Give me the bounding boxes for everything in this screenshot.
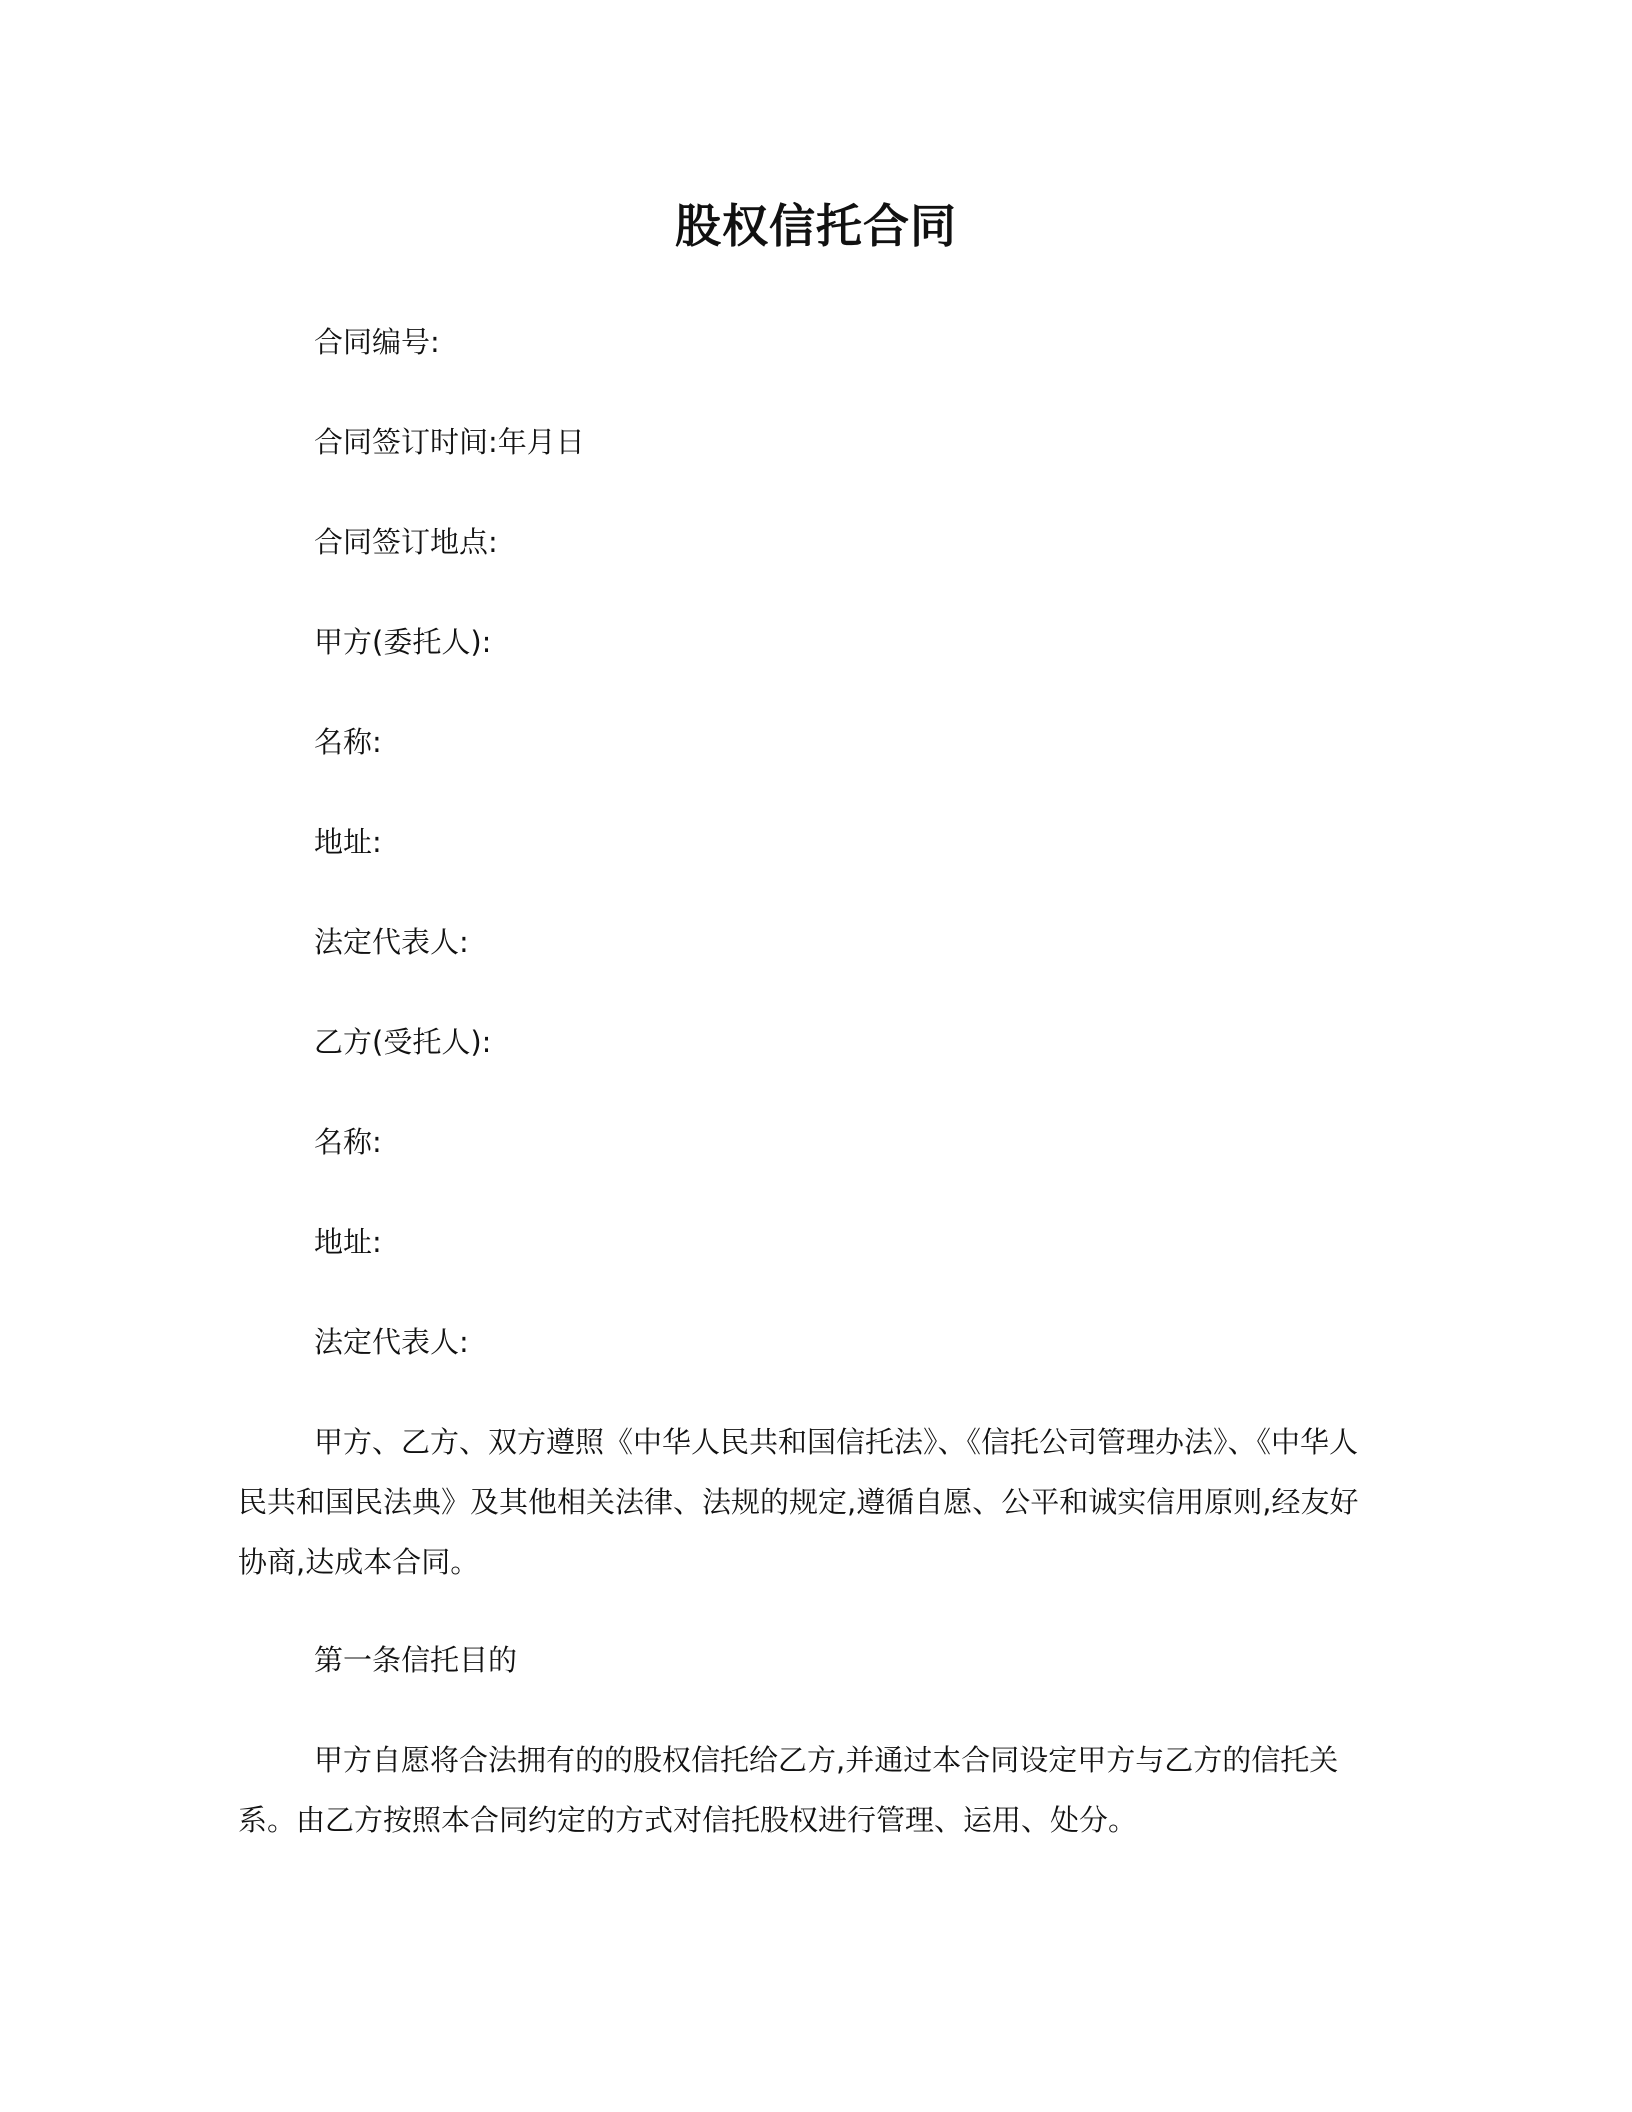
party-a-representative-label: 法定代表人: <box>314 925 469 959</box>
article-1-body: 甲方自愿将合法拥有的的股权信托给乙方,并通过本合同设定甲方与乙方的信托关系。由乙方按照本合同约定的方式对信托股权进行管理、运用、处分。 <box>238 1743 1339 1837</box>
party-a-address-label: 地址: <box>314 825 382 859</box>
document-title: 股权信托合同 <box>675 199 957 253</box>
party-a-label: 甲方(委托人): <box>314 625 492 659</box>
party-b-address-label: 地址: <box>314 1225 382 1259</box>
article-1-heading: 第一条信托目的 <box>314 1643 518 1677</box>
contract-number-label: 合同编号: <box>314 325 440 359</box>
party-b-label: 乙方(受托人): <box>314 1025 492 1059</box>
party-b-name-label: 名称: <box>314 1125 382 1159</box>
sign-time-label: 合同签订时间:年月日 <box>314 425 585 459</box>
party-b-representative-label: 法定代表人: <box>314 1325 469 1359</box>
party-a-name-label: 名称: <box>314 725 382 759</box>
preamble-paragraph: 甲方、乙方、双方遵照《中华人民共和国信托法》、《信托公司管理办法》、《中华人民共和国民法典》及其他相关法律、法规的规定,遵循自愿、公平和诚实信用原则,经友好协商,达成本合同。 <box>238 1425 1359 1579</box>
sign-place-label: 合同签订地点: <box>314 525 498 559</box>
